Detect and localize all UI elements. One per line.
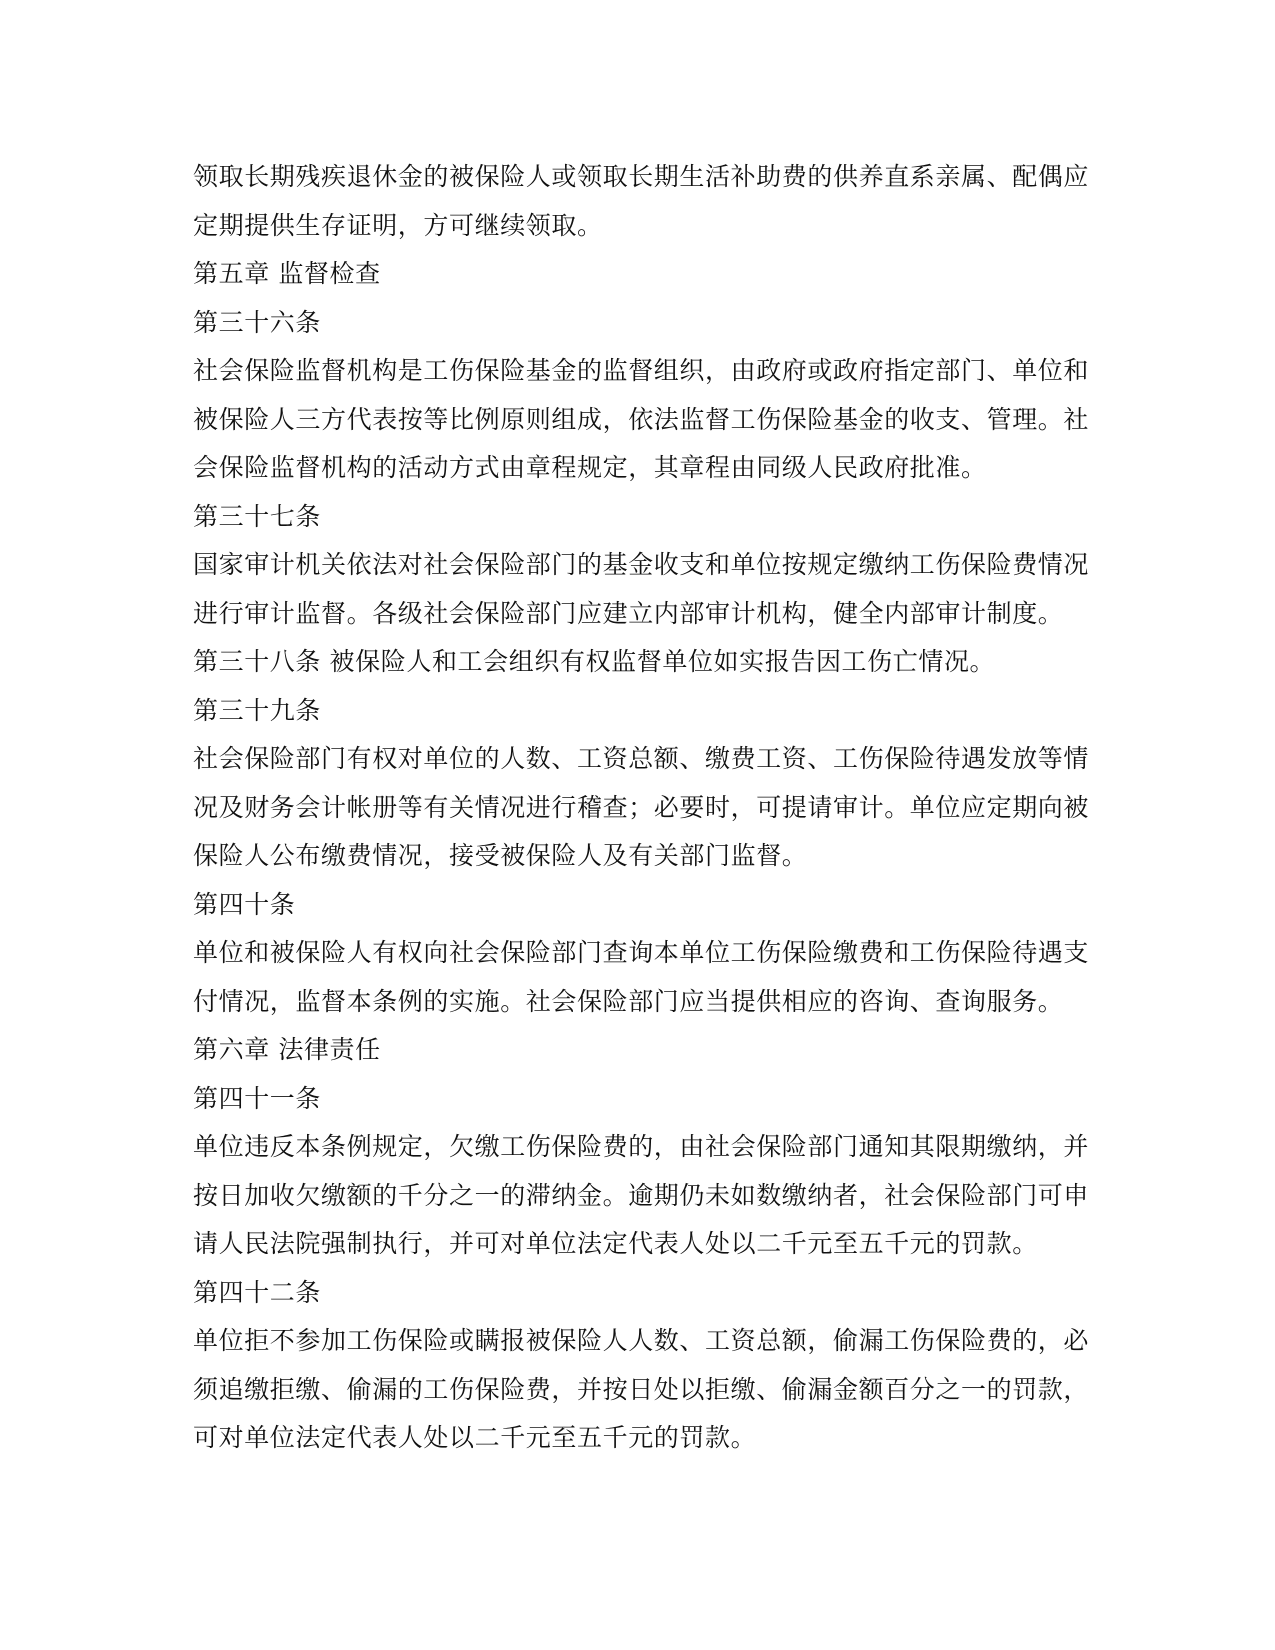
body-text-line: 被保险人三方代表按等比例原则组成，依法监督工伤保险基金的收支、管理。社 xyxy=(193,404,1090,434)
article-heading: 第三十七条 xyxy=(193,501,322,531)
article-heading: 第三十九条 xyxy=(193,695,322,725)
body-text-line: 单位和被保险人有权向社会保险部门查询本单位工伤保险缴费和工伤保险待遇支 xyxy=(193,938,1090,967)
body-text-line: 社会保险部门有权对单位的人数、工资总额、缴费工资、工伤保险待遇发放等情 xyxy=(193,744,1090,773)
article-heading: 第三十八条 被保险人和工会组织有权监督单位如实报告因工伤亡情况。 xyxy=(193,647,996,676)
body-text-line: 付情况，监督本条例的实施。社会保险部门应当提供相应的咨询、查询服务。 xyxy=(193,986,1064,1016)
body-text-line: 会保险监督机构的活动方式由章程规定，其章程由同级人民政府批准。 xyxy=(193,453,987,482)
body-text-line: 定期提供生存证明，方可继续领取。 xyxy=(193,210,603,240)
body-text-line: 进行审计监督。各级社会保险部门应建立内部审计机构，健全内部审计制度。 xyxy=(193,598,1064,628)
body-text-line: 须追缴拒缴、偷漏的工伤保险费，并按日处以拒缴、偷漏金额百分之一的罚款， xyxy=(193,1374,1090,1404)
chapter-heading: 第五章 监督检查 xyxy=(193,259,381,288)
body-text-line: 保险人公布缴费情况，接受被保险人及有关部门监督。 xyxy=(193,841,808,870)
body-text-line: 按日加收欠缴额的千分之一的滞纳金。逾期仍未如数缴纳者，社会保险部门可申 xyxy=(193,1180,1090,1210)
body-text-line: 单位拒不参加工伤保险或瞒报被保险人人数、工资总额，偷漏工伤保险费的，必 xyxy=(193,1326,1090,1355)
body-text-line: 况及财务会计帐册等有关情况进行稽查；必要时，可提请审计。单位应定期向被 xyxy=(193,792,1090,822)
body-text-line: 请人民法院强制执行，并可对单位法定代表人处以二千元至五千元的罚款。 xyxy=(193,1229,1038,1258)
document-body xyxy=(193,153,1090,1463)
body-text-line: 社会保险监督机构是工伤保险基金的监督组织，由政府或政府指定部门、单位和 xyxy=(193,356,1090,385)
article-heading: 第四十一条 xyxy=(193,1083,322,1113)
body-text-line: 国家审计机关依法对社会保险部门的基金收支和单位按规定缴纳工伤保险费情况 xyxy=(193,550,1090,579)
chapter-heading: 第六章 法律责任 xyxy=(193,1035,381,1064)
article-heading: 第四十条 xyxy=(193,889,296,919)
article-heading: 第四十二条 xyxy=(193,1277,322,1307)
body-text-line: 单位违反本条例规定，欠缴工伤保险费的，由社会保险部门通知其限期缴纳，并 xyxy=(193,1132,1090,1161)
body-text-line: 领取长期残疾退休金的被保险人或领取长期生活补助费的供养直系亲属、配偶应 xyxy=(193,162,1090,191)
body-text-line: 可对单位法定代表人处以二千元至五千元的罚款。 xyxy=(193,1423,757,1452)
article-heading: 第三十六条 xyxy=(193,307,322,337)
